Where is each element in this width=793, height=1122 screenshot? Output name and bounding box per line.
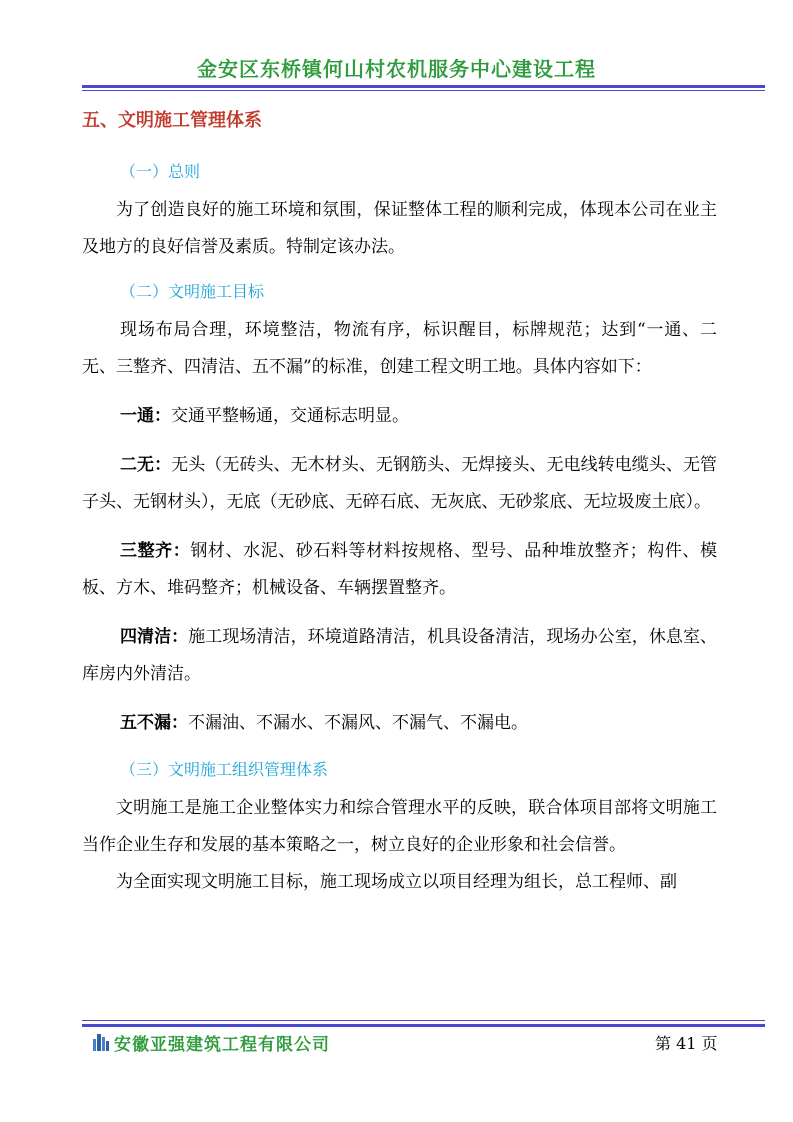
item-text: 交通平整畅通，交通标志明显。 — [171, 406, 409, 426]
header-title: 金安区东桥镇何山村农机服务中心建设工程 — [197, 57, 596, 81]
item-label: 一通： — [120, 406, 171, 426]
item-text: 钢材、水泥、砂石料等材料按规格、型号、品种堆放整齐；构件、模板、方木、堆码整齐；机械设备、车辆摆置整齐。 — [82, 541, 718, 598]
item-label: 二无： — [120, 455, 172, 475]
footer-company: 安徽亚强建筑工程有限公司 — [114, 1035, 330, 1055]
item-text: 无头（无砖头、无木材头、无钢筋头、无焊接头、无电线转电缆头、无管子头、无钢材头），无底（无砂底、无碎石底、无灰底、无砂浆底、无垃圾废土底）。 — [82, 455, 718, 512]
list-item — [82, 398, 717, 435]
header-rule-thin — [82, 90, 765, 91]
paragraph-organization: 文明施工是施工企业整体实力和综合管理水平的反映，联合体项目部将文明施工当作企业生存和发展的基本策略之一，树立良好的企业形象和社会信誉。 — [82, 798, 717, 855]
paragraph-goals: 现场布局合理，环境整洁，物流有序，标识醒目，标牌规范；达到“一通、二无、三整齐、四清洁、五不漏”的标准，创建工程文明工地。具体内容如下： — [82, 320, 717, 377]
page-number: 第 41 页 — [655, 1034, 718, 1053]
subheading-general: （一）总则 — [120, 162, 201, 181]
item-text: 施工现场清洁，环境道路清洁，机具设备清洁，现场办公室，休息室、库房内外清洁。 — [82, 627, 718, 684]
item-label: 五不漏： — [120, 713, 188, 733]
subheading-goals: （二）文明施工目标 — [120, 282, 265, 301]
paragraph-organization-continued: 为全面实现文明施工目标，施工现场成立以项目经理为组长，总工程师、副 — [116, 872, 677, 892]
item-text: 不漏油、不漏水、不漏风、不漏气、不漏电。 — [188, 713, 528, 733]
subheading-organization: （三）文明施工组织管理体系 — [120, 760, 329, 779]
page-content — [82, 100, 717, 901]
list-item — [82, 447, 717, 521]
item-label: 三整齐： — [120, 541, 191, 561]
list-item — [82, 533, 717, 607]
item-label: 四清洁： — [120, 627, 189, 647]
section-title: 五、文明施工管理体系 — [82, 110, 262, 131]
footer-rule-thick — [82, 1024, 765, 1027]
paragraph-general: 为了创造良好的施工环境和氛围，保证整体工程的顺利完成，体现本公司在业主及地方的良好信誉及素质。特制定该办法。 — [82, 200, 717, 257]
list-item — [82, 705, 717, 742]
footer-rule-thin — [82, 1020, 765, 1021]
company-logo-icon — [92, 1031, 110, 1051]
list-item — [82, 619, 717, 693]
header-rule-thick — [82, 85, 765, 88]
